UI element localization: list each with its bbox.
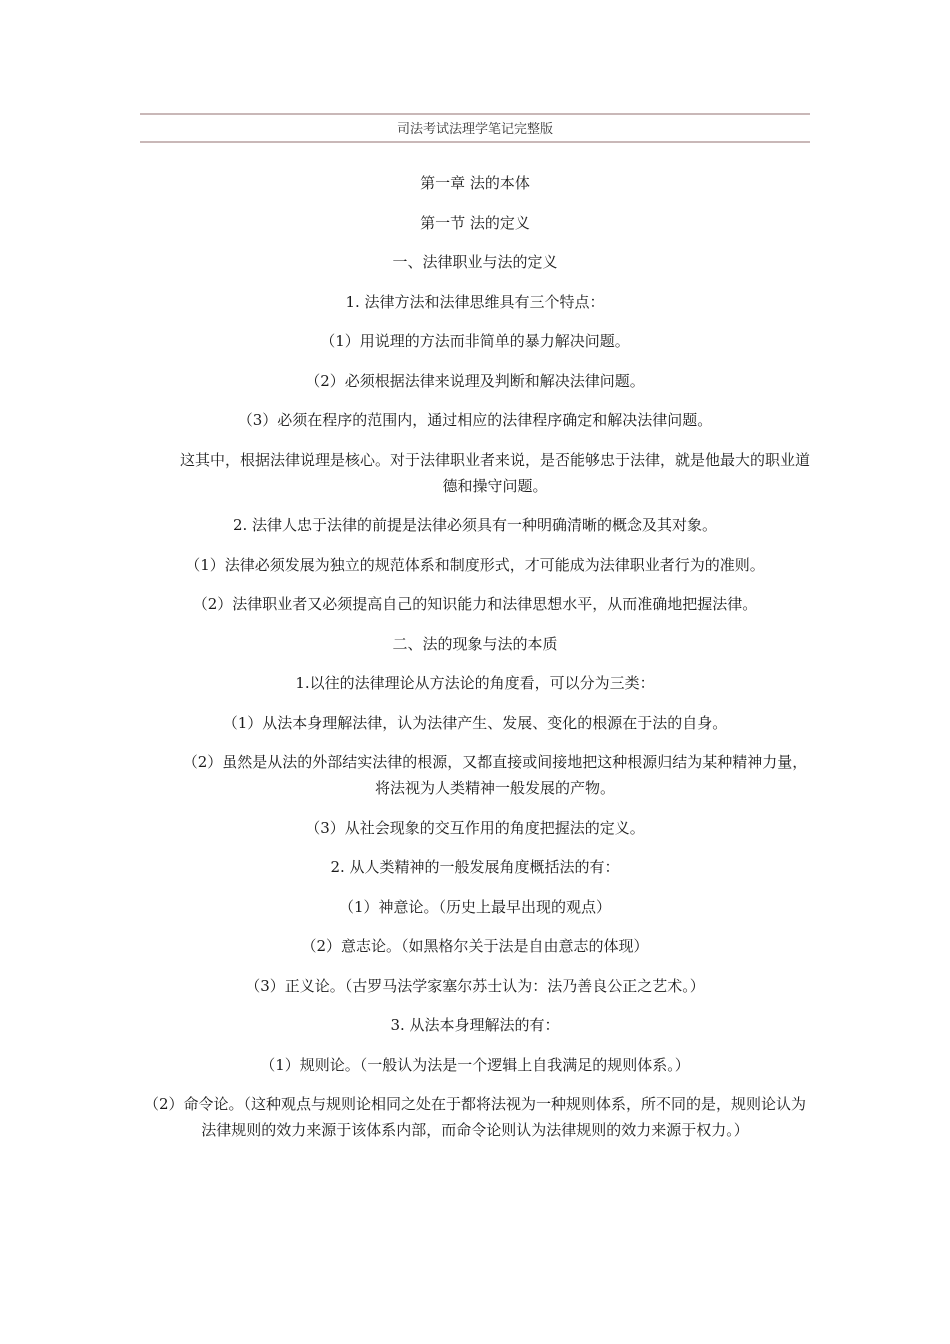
chapter-heading: 第一章 法的本体 xyxy=(420,174,530,192)
header-rule-top xyxy=(140,113,810,115)
document-title: 司法考试法理学笔记完整版 xyxy=(396,122,553,137)
paragraph: （1）用说理的方法而非简单的暴力解决问题。 xyxy=(320,332,630,350)
subsection-heading: 二、法的现象与法的本质 xyxy=(392,634,558,653)
paragraph: （1）从法本身理解法律，认为法律产生、发展、变化的根源在于法的自身。 xyxy=(222,713,728,732)
paragraph: （3）必须在程序的范围内，通过相应的法律程序确定和解决法律问题。 xyxy=(237,411,713,429)
paragraph: 3. 从法本身理解法的有： xyxy=(390,1016,560,1034)
paragraph: （1）规则论。（一般认为法是一个逻辑上自我满足的规则体系。） xyxy=(260,1055,690,1074)
paragraph: 2. 从人类精神的一般发展角度概括法的有： xyxy=(330,858,620,876)
paragraph: （3）正义论。（古罗马法学家塞尔苏士认为：法乃善良公正之艺术。） xyxy=(245,976,705,995)
paragraph: 2. 法律人忠于法律的前提是法律必须具有一种明确清晰的概念及其对象。 xyxy=(232,516,718,534)
paragraph: （2）虽然是从法的外部结实法律的根源，又都直接或间接地把这种根源归结为某种精神力量，将法视为人类精神一般发展的产物。 xyxy=(182,753,808,797)
paragraph: （3）从社会现象的交互作用的角度把握法的定义。 xyxy=(305,818,645,837)
paragraph: 1.以往的法律理论从方法论的角度看，可以分为三类： xyxy=(295,674,655,692)
paragraph: （2）法律职业者又必须提高自己的知识能力和法律思想水平，从而准确地把握法律。 xyxy=(192,595,758,613)
document-body xyxy=(140,170,810,1157)
paragraph: （2）命令论。（这种观点与规则论相同之处在于都将法视为一种规则体系，所不同的是，规则论认为法律规则的效力来源于该体系内部，而命令论则认为法律规则的效力来源于权力。） xyxy=(143,1095,807,1139)
subsection-heading: 一、法律职业与法的定义 xyxy=(392,253,558,271)
paragraph: （2）意志论。（如黑格尔关于法是自由意志的体现） xyxy=(301,937,649,955)
page-header xyxy=(140,113,810,143)
paragraph: 1. 法律方法和法律思维具有三个特点： xyxy=(345,292,605,311)
paragraph: 这其中，根据法律说理是核心。对于法律职业者来说，是否能够忠于法律，就是他最大的职业道德和操守问题。 xyxy=(180,450,811,495)
section-heading: 第一节 法的定义 xyxy=(420,213,530,232)
paragraph: （1）神意论。（历史上最早出现的观点） xyxy=(338,897,612,916)
header-rule-bottom xyxy=(140,141,810,143)
paragraph: （1）法律必须发展为独立的规范体系和制度形式，才可能成为法律职业者行为的准则。 xyxy=(185,555,765,574)
paragraph: （2）必须根据法律来说理及判断和解决法律问题。 xyxy=(305,371,645,390)
